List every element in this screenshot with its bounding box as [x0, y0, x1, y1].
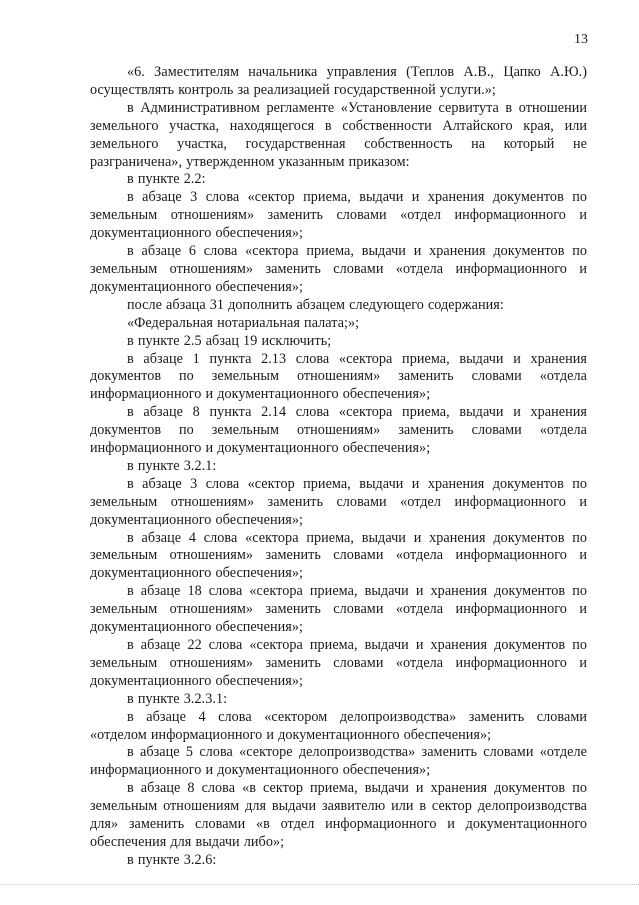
- paragraph: в абзаце 3 слова «сектор приема, выдачи и хранения документов по земельным отношениям» заменить словами «отдел информационного и документационного обеспечения»;: [90, 189, 587, 242]
- page-number: 13: [574, 32, 588, 47]
- paragraph: в абзаце 4 слова «сектора приема, выдачи и хранения документов по земельным отношениям» заменить словами «отдела информационного и документационного обеспечения»;: [90, 529, 587, 582]
- paragraph: в пункте 3.2.3.1:: [127, 690, 228, 707]
- document-body: [90, 64, 587, 870]
- paragraph: «Федеральная нотариальная палата;»;: [127, 314, 360, 331]
- paragraph: в абзаце 3 слова «сектор приема, выдачи и хранения документов по земельным отношениям» заменить словами «отдел информационного и документационного обеспечения»;: [90, 475, 587, 528]
- paragraph: в пункте 3.2.1:: [127, 457, 217, 474]
- paragraph: в абзаце 22 слова «сектора приема, выдачи и хранения документов по земельным отношениям» заменить словами «отдела информационного и документационного обеспечения»;: [90, 637, 587, 689]
- paragraph: в абзаце 5 слова «секторе делопроизводства» заменить словами «отделе информационного и документационного обеспечения»;: [90, 744, 587, 779]
- paragraph: в пункте 2.2:: [127, 171, 206, 188]
- paragraph: в абзаце 8 слова «в сектор приема, выдачи и хранения документов по земельным отношениям для выдачи заявителю или в сектор делопроизводства для» заменить словами «в отдел информационного и документационного обеспечения для выдачи либо»;: [90, 780, 587, 850]
- paragraph: в абзаце 6 слова «сектора приема, выдачи и хранения документов по земельным отношениям» заменить словами «отдела информационного и документационного обеспечения»;: [90, 243, 587, 295]
- paragraph: в абзаце 8 пункта 2.14 слова «сектора приема, выдачи и хранения документов по земельным отношениям» заменить словами «отдела информационного и документационного обеспечения»;: [90, 404, 587, 457]
- paragraph: в Административном регламенте «Установление сервитута в отношении земельного участка, находящегося в собственности Алтайского края, или земельного участка, государственная собственность на который не разграничена», утвержденном указанным приказом:: [90, 99, 587, 170]
- scan-edge-line: [0, 884, 639, 885]
- paragraph: в пункте 2.5 абзац 19 исключить;: [127, 332, 332, 349]
- paragraph: «6. Заместителям начальника управления (Теплов А.В., Цапко А.Ю.) осуществлять контроль за реализацией государственной услуги.»;: [90, 64, 587, 98]
- paragraph: в абзаце 1 пункта 2.13 слова «сектора приема, выдачи и хранения документов по земельным отношениям» заменить словами «отдела информационного и документационного обеспечения»;: [90, 350, 587, 403]
- paragraph: в абзаце 18 слова «сектора приема, выдачи и хранения документов по земельным отношениям» заменить словами «отдела информационного и документационного обеспечения»;: [90, 583, 587, 636]
- paragraph: в пункте 3.2.6:: [127, 851, 217, 868]
- paragraph: после абзаца 31 дополнить абзацем следующего содержания:: [127, 296, 504, 313]
- paragraph: в абзаце 4 слова «сектором делопроизводства» заменить словами «отделом информационного и документационного обеспечения»;: [90, 708, 587, 743]
